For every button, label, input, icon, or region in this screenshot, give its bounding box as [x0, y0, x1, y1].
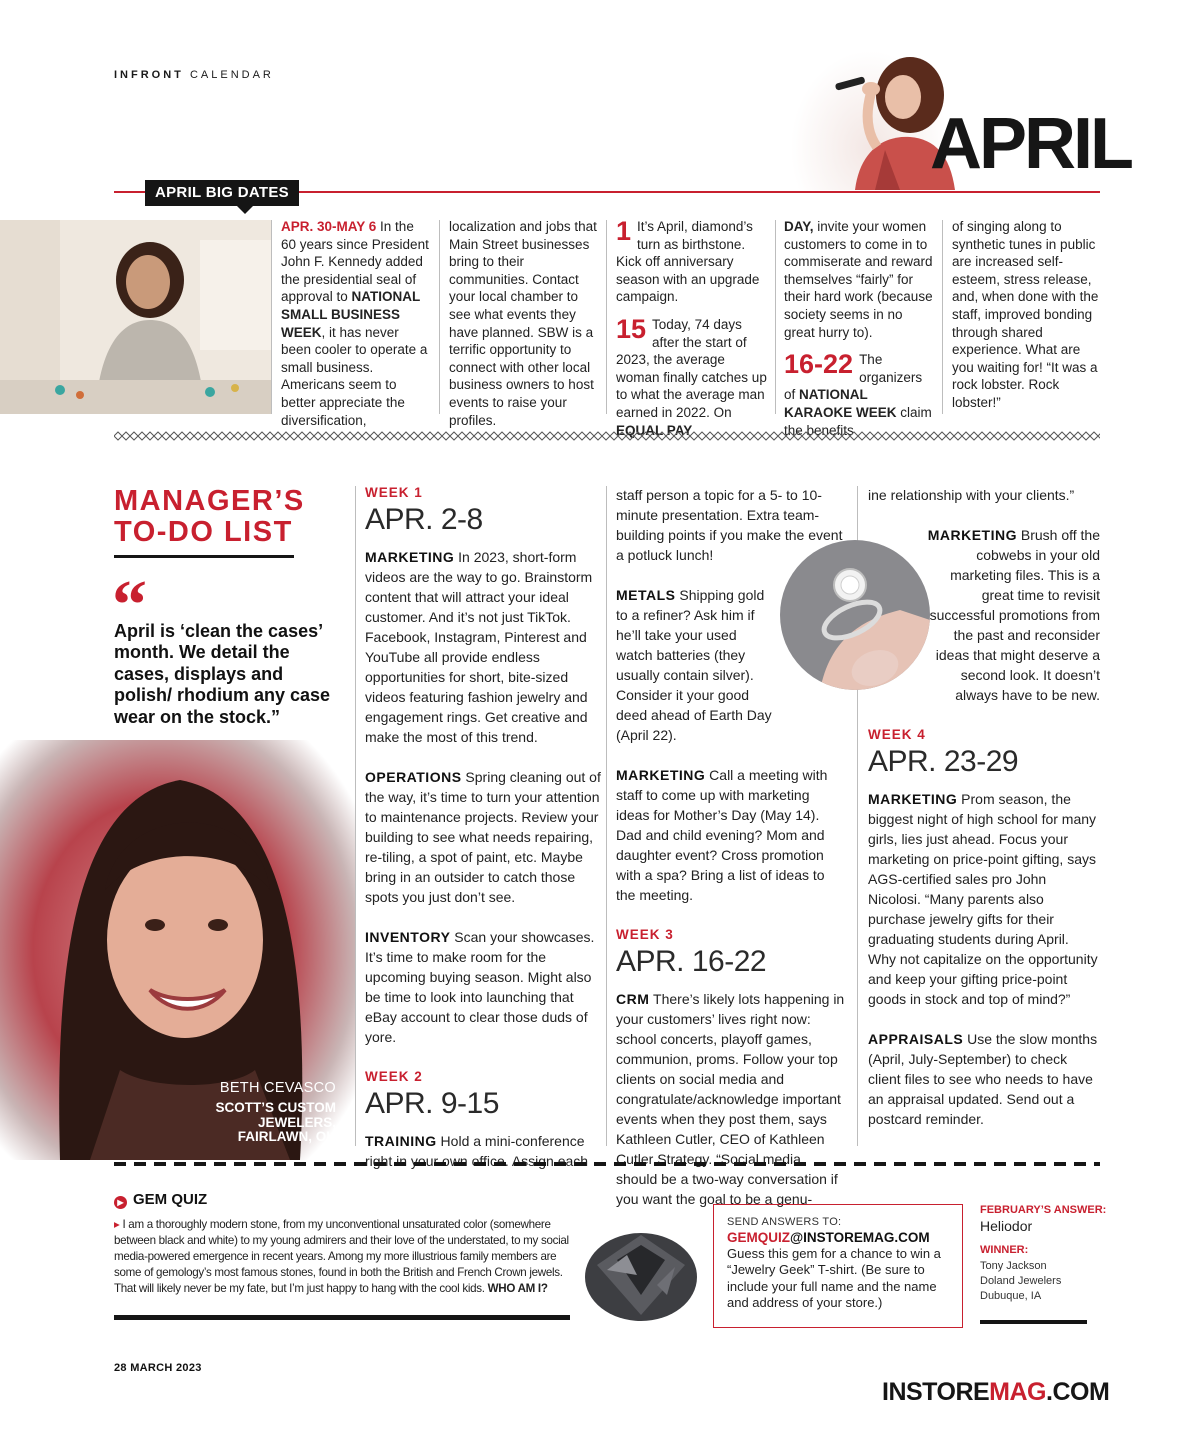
gem-quiz-clue — [114, 1217, 572, 1297]
item-heading: APPRAISALS — [868, 1031, 964, 1047]
jeweler-photo — [0, 220, 272, 414]
todo-col-3 — [868, 485, 1100, 1129]
brand-url[interactable] — [882, 1378, 1109, 1407]
text: invite your women customers to come in to commiserate and reward themselves “fairly” for their hard work (because society seems in no great hurry to). — [784, 219, 933, 340]
week-date: APR. 2-8 — [365, 503, 483, 536]
prev-answer-label: FEBRUARY’S ANSWER: — [980, 1204, 1107, 1216]
section-title — [114, 486, 305, 548]
store-line: SCOTT’S CUSTOM — [215, 1100, 336, 1115]
kicker-bold: INFRONT — [114, 69, 184, 81]
title-rule — [114, 555, 294, 558]
clue-text: I am a thoroughly modern stone, from my unconventional unsaturated color (somewhere between black and white) to my young admirers and their love of the understated, to my social media-powered emergence in recent years. Among my more illustrious family members are some of gemology’s most famous stones, found in both the British and French Crown jewels. That will likely never be my fate, but I’m just happy to hang with the cool kids. — [114, 1218, 569, 1295]
month-title: APRIL — [930, 104, 1131, 184]
who-am-i: WHO AM I? — [487, 1282, 548, 1295]
answer-box — [713, 1204, 963, 1328]
text: In the 60 years since President John F. Kennedy added the presidential seal of approval to — [281, 219, 429, 305]
dashed-divider — [114, 1162, 1100, 1166]
todo-item — [616, 989, 846, 1209]
portrait-caption-store — [150, 1101, 336, 1145]
todo-item — [616, 585, 776, 745]
item-text: There’s likely lots happening in your customers’ lives right now: school concerts, playoff games, communion, proms. Follow your top clients on social media and congratulate/acknowledge important events when they post them, says Kathleen Cutler, CEO of Kathleen Cutler Strategy. “Social media should be a two-way conversation if you want the goal to be a genu- — [616, 991, 845, 1207]
col-divider — [355, 486, 356, 1146]
item-text: Brush off the cobwebs in your old marketing files. This is a great time to revisit successful promotions from the past and reconsider ideas that might deserve a second look. It doesn’t always have to be new. — [929, 527, 1100, 703]
todo-item — [868, 789, 1100, 1009]
play-icon: ▶ — [114, 1196, 127, 1209]
event-name: NATIONAL KARAOKE WEEK — [784, 387, 897, 420]
col-divider — [439, 220, 440, 414]
text: Today, 74 days after the start of 2023, the average woman finally catches up to what the average man earned in 2022. On — [616, 316, 767, 420]
big-dates-col-1 — [281, 218, 429, 429]
brand-part: .COM — [1046, 1378, 1110, 1406]
todo-col-1 — [365, 483, 601, 1171]
item-text: ine relationship with your clients.” — [868, 487, 1075, 503]
item-text: Spring cleaning out of the way, it’s time to turn your attention to maintenance projects. Review your building to see what needs repairing, re-tiling, a spot of paint, etc. Maybe bring in an outsider to catch those spots you just don’t see. — [365, 769, 601, 905]
quiz-rule — [114, 1315, 570, 1320]
section-kicker — [114, 69, 274, 81]
wave-divider — [114, 430, 1100, 442]
big-dates-col-2 — [449, 218, 599, 429]
big-dates-col-4 — [784, 218, 934, 439]
page-folio: 28 MARCH 2023 — [114, 1362, 202, 1374]
kicker-rest: CALENDAR — [189, 69, 274, 81]
item-text: Call a meeting with staff to come up with marketing ideas for Mother’s Day (May 14). Dad and child evening? Mom and daughter event? Cross promotion with a spa? Bring a list of ideas to the meeting. — [616, 767, 828, 903]
quote-mark-icon: “ — [112, 567, 147, 644]
winner-line: Tony Jackson — [980, 1260, 1047, 1272]
manager-portrait — [0, 740, 356, 1160]
instructions: Guess this gem for a chance to win a “Jewelry Geek” T-shirt. (Be sure to include your full name and the name and address of your store.) — [727, 1246, 941, 1311]
pull-quote: April is ‘clean the cases’ month. We detail the cases, displays and polish/ rhodium any case wear on the stock.” — [114, 621, 331, 727]
item-heading: MARKETING — [365, 549, 455, 565]
text: , it has never been cooler to operate a small business. Americans seem to better appreciate the diversification, — [281, 324, 428, 428]
send-label: SEND ANSWERS TO: — [727, 1216, 842, 1228]
email-part: GEMQUIZ — [727, 1230, 790, 1245]
big-dates-col-5 — [952, 218, 1100, 412]
week-label: WEEK 1 — [365, 485, 423, 500]
week-label: WEEK 4 — [868, 727, 926, 742]
item-text: In 2023, short-form videos are the way to go. Brainstorm content that will attract your ideal customer. And it’s not just TikTok. Facebook, Instagram, Pinterest and YouTube all provide endless opportunities for short, bite-sized videos featuring fashion jewelry and engagement rings. Get creative and make the most of this trend. — [365, 549, 593, 745]
date-label: APR. 30-MAY 6 — [281, 219, 377, 234]
date-number: 16-22 — [784, 349, 854, 380]
text: It’s April, diamond’s turn as birthstone. Kick off anniversary season with an upgrade campaign. — [616, 219, 760, 305]
brand-part: INSTORE — [882, 1378, 990, 1406]
week-date: APR. 16-22 — [616, 945, 767, 978]
item-heading: MARKETING — [927, 527, 1017, 543]
event-name: NATIONAL SMALL BUSINESS WEEK — [281, 289, 421, 340]
winner-line: Doland Jewelers — [980, 1275, 1062, 1287]
todo-item — [616, 765, 846, 905]
item-text: Use the slow months (April, July-September) to check client files to see who needs to have an appraisal updated. Send out a postcard reminder. — [868, 1031, 1098, 1127]
winner-rule — [980, 1320, 1087, 1324]
item-heading: INVENTORY — [365, 929, 451, 945]
todo-item — [868, 525, 1100, 705]
event-name: DAY, — [784, 219, 814, 234]
winner-info — [980, 1259, 1061, 1304]
week-label: WEEK 2 — [365, 1069, 423, 1084]
item-heading: METALS — [616, 587, 676, 603]
col-divider — [271, 220, 272, 414]
col-divider — [942, 220, 943, 414]
week-label: WEEK 3 — [616, 927, 674, 942]
title-text: GEM QUIZ — [133, 1191, 208, 1208]
todo-item — [868, 1029, 1100, 1129]
text: The organizers of — [784, 352, 923, 403]
tab-pointer — [237, 206, 253, 214]
item-heading: OPERATIONS — [365, 769, 462, 785]
prev-answer: Heliodor — [980, 1218, 1033, 1234]
store-line: JEWELERS, — [257, 1114, 336, 1130]
week-date: APR. 23-29 — [868, 745, 1019, 778]
text: of singing along to synthetic tunes in public are increased self-esteem, stress release, and, when done with the staff, improved bonding through shared experience. What are you waiting for! “It was a rock lobster. Rock lobster!” — [952, 219, 1099, 410]
big-dates-col-3 — [616, 218, 768, 439]
col-divider — [606, 486, 607, 1146]
store-line: FAIRLAWN, OH — [237, 1129, 336, 1144]
item-text: Shipping gold to a refiner? Ask him if he’ll take your used watch batteries (they usually contain silver). Consider it your good deed ahead of Earth Day (April 22). — [616, 587, 772, 743]
portrait-caption-name: BETH CEVASCO — [219, 1080, 336, 1096]
todo-item — [365, 767, 601, 907]
item-heading: CRM — [616, 991, 650, 1007]
item-heading: MARKETING — [868, 791, 958, 807]
todo-item — [365, 547, 601, 747]
item-heading: MARKETING — [616, 767, 706, 783]
text: claim — [900, 404, 932, 420]
todo-item — [365, 927, 601, 1047]
brand-part: MAG — [989, 1378, 1046, 1406]
big-dates-tab: APRIL BIG DATES — [145, 180, 299, 206]
email-link[interactable] — [727, 1230, 949, 1245]
text: localization and jobs that Main Street businesses bring to their communities. Contact your local chamber to see what events they have planned. SBW is a terrific opportunity to connect with other local business owners to host events to raise your profiles. — [449, 219, 597, 428]
gemstone-image — [577, 1215, 705, 1327]
date-number: 1 — [616, 216, 632, 246]
gem-quiz-title — [114, 1191, 207, 1209]
winner-label: WINNER: — [980, 1244, 1029, 1256]
title-line: TO-DO LIST — [114, 516, 293, 548]
week-date: APR. 9-15 — [365, 1087, 499, 1120]
email-part: @INSTOREMAG.COM — [790, 1230, 930, 1245]
col-divider — [606, 220, 607, 414]
item-text: staff person a topic for a 5- to 10-minute presentation. Extra team-building points if you make the event a potluck lunch! — [616, 487, 843, 563]
item-text: Hold a mini-conference right in your own office. Assign each — [365, 1133, 589, 1169]
date-number: 15 — [616, 313, 647, 344]
title-line: MANAGER’S — [114, 485, 305, 517]
winner-line: Dubuque, IA — [980, 1290, 1042, 1302]
col-divider — [775, 220, 776, 414]
item-heading: TRAINING — [365, 1133, 437, 1149]
item-text: Prom season, the biggest night of high school for many girls, lies just ahead. Focus your marketing on price-point gifting, says AGS-certified sales pro John Nicolosi. “Many parents also purchase jewelry gifts for their graduating students during April. Why not capitalize on the opportunity and keep your gifting price-point goods in stock and top of mind?” — [868, 791, 1098, 1007]
item-text: Scan your showcases. It’s time to make room for the upcoming buying season. Might also be time to look into launching that eBay account to clear those duds of yore. — [365, 929, 595, 1045]
arrow-icon: ▸ — [114, 1218, 123, 1231]
